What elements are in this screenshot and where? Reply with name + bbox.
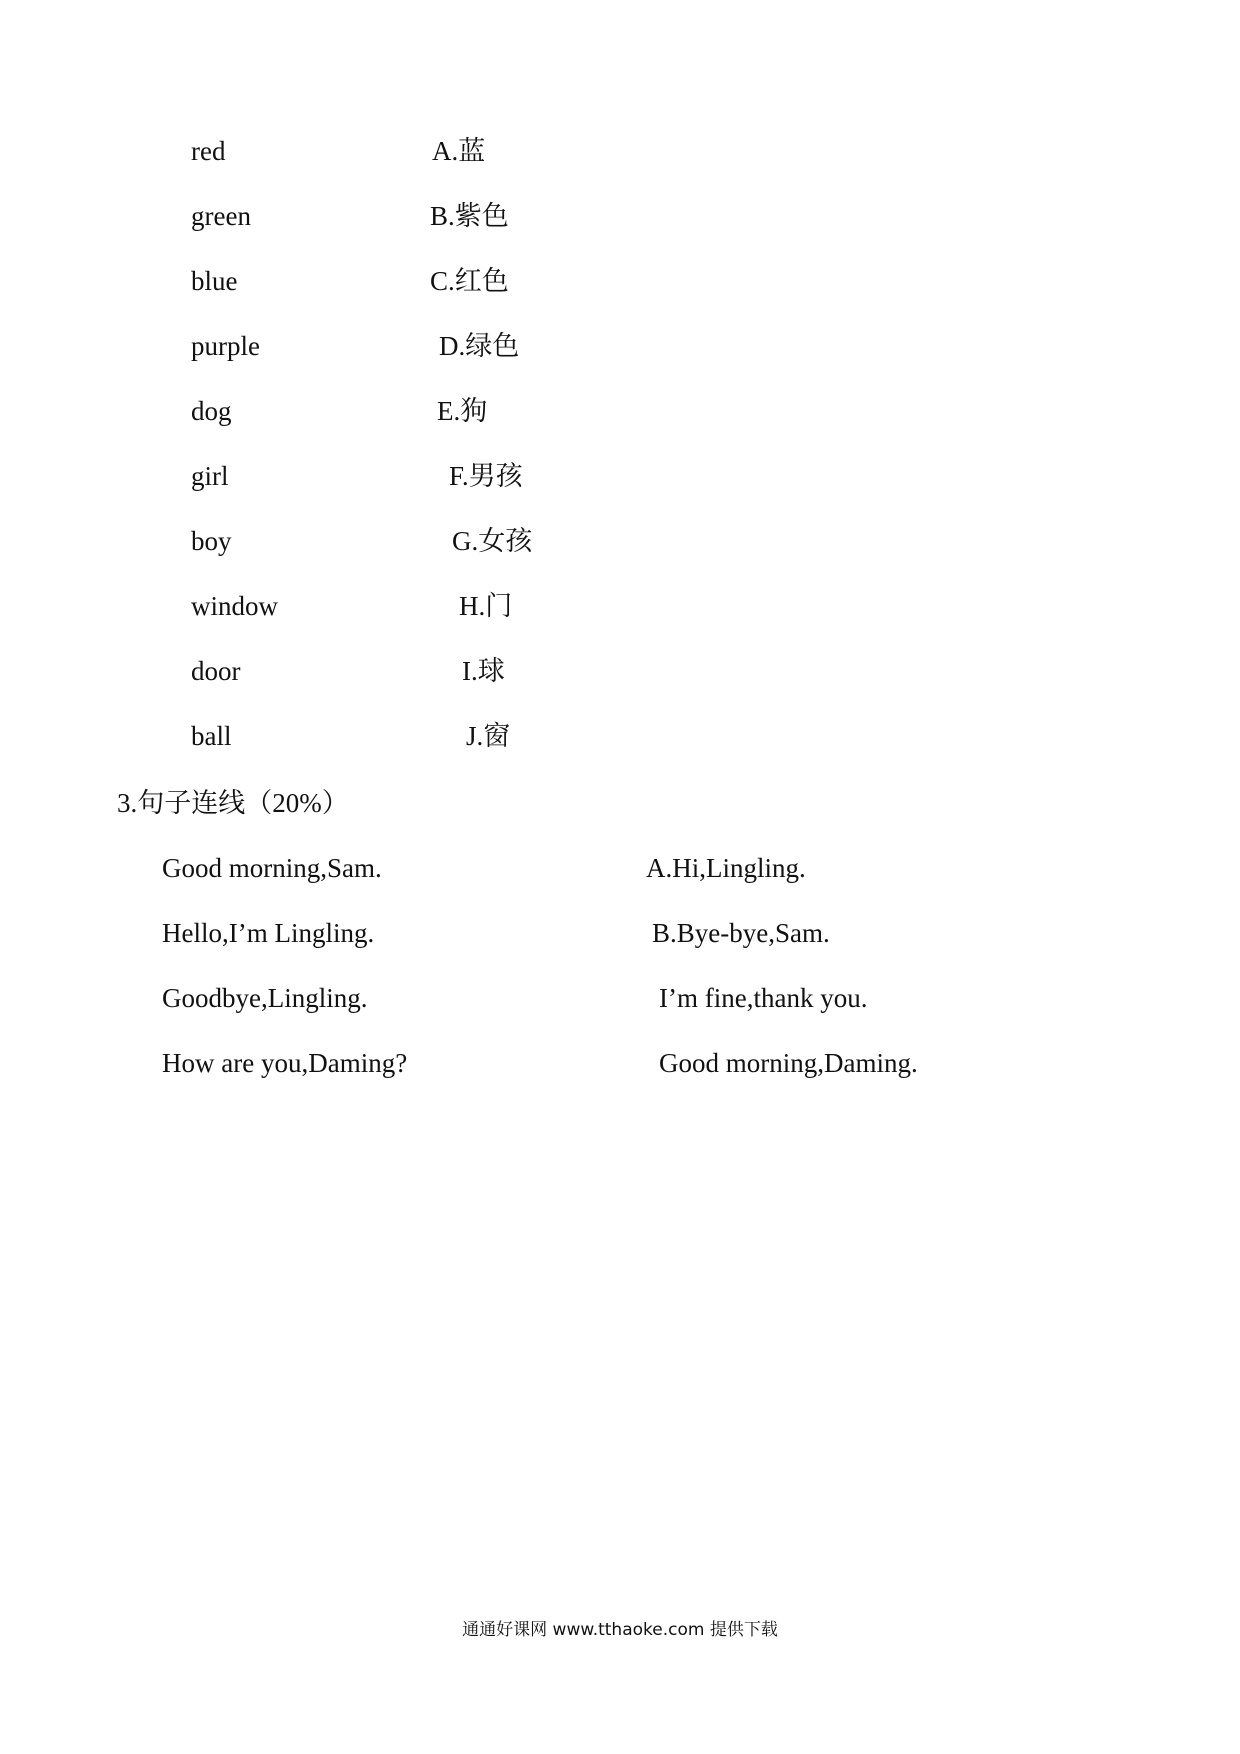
vocab-word-8: window — [191, 591, 278, 621]
sentence-left-4: How are you,Daming? — [162, 1048, 408, 1078]
section-3-title: 3.句子连线（20%） — [117, 788, 349, 818]
vocab-option-2: B.紫色 — [430, 201, 509, 231]
vocab-word-6: girl — [191, 461, 229, 491]
vocab-option-10: J.窗 — [466, 721, 511, 751]
sentence-right-1: A.Hi,Lingling. — [646, 853, 806, 883]
vocab-option-5: E.狗 — [437, 396, 488, 426]
vocab-word-2: green — [191, 201, 251, 231]
vocab-option-7: G.女孩 — [452, 526, 533, 556]
sentence-left-2: Hello,I’m Lingling. — [162, 918, 375, 948]
vocab-word-5: dog — [191, 396, 232, 426]
vocab-word-7: boy — [191, 526, 232, 556]
vocab-word-10: ball — [191, 721, 232, 751]
vocab-option-3: C.红色 — [430, 266, 509, 296]
vocab-word-9: door — [191, 656, 241, 686]
sentence-left-3: Goodbye,Lingling. — [162, 983, 368, 1013]
sentence-right-2: B.Bye-bye,Sam. — [652, 918, 830, 948]
sentence-right-3: I’m fine,thank you. — [659, 983, 868, 1013]
sentence-left-1: Good morning,Sam. — [162, 853, 382, 883]
vocab-word-1: red — [191, 136, 226, 166]
sentence-right-4: Good morning,Daming. — [659, 1048, 918, 1078]
vocab-option-9: I.球 — [462, 656, 505, 686]
vocab-option-4: D.绿色 — [439, 331, 520, 361]
vocab-word-3: blue — [191, 266, 238, 296]
page-footer: 通通好课网 www.tthaoke.com 提供下载 — [462, 1620, 778, 1640]
vocab-option-6: F.男孩 — [449, 461, 523, 491]
vocab-option-8: H.门 — [459, 591, 513, 621]
vocab-word-4: purple — [191, 331, 260, 361]
vocab-option-1: A.蓝 — [432, 136, 486, 166]
